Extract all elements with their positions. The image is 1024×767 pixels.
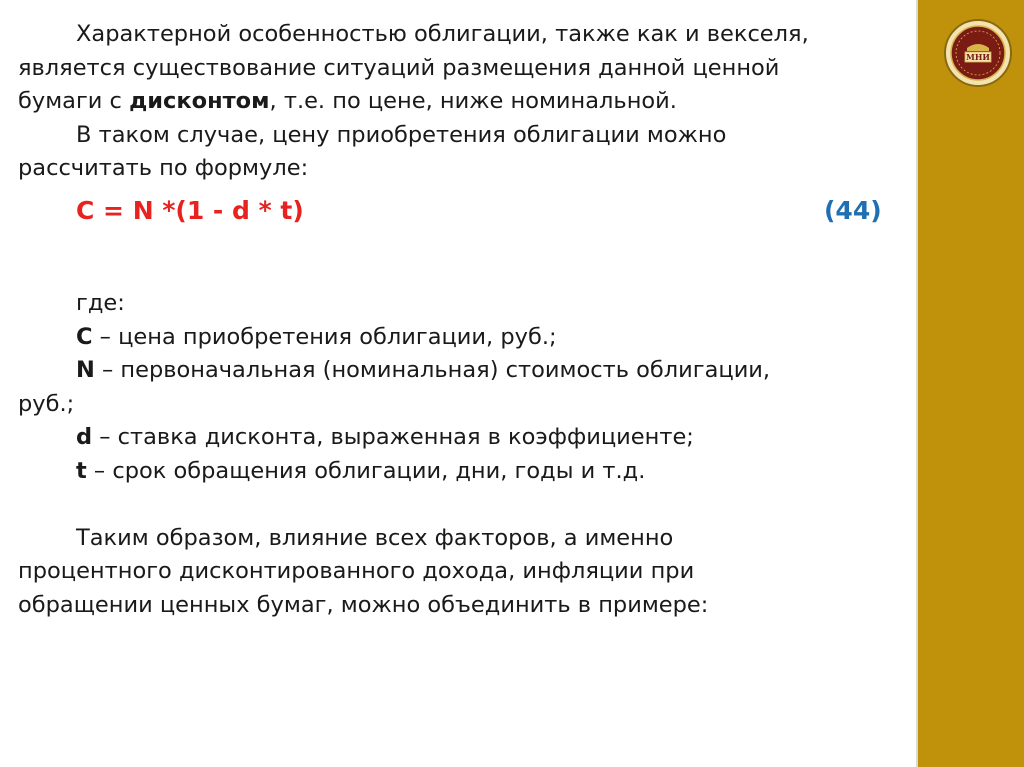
side-bar [916, 0, 1024, 767]
conclusion-line-3: обращении ценных бумаг, можно объединить в примере: [18, 591, 709, 618]
intro-line-2: является существование ситуаций размещения данной ценной [18, 54, 780, 81]
formula: C = N *(1 - d * t) [76, 195, 304, 225]
definition-d: d – ставка дисконта, выраженная в коэффициенте; [76, 424, 694, 450]
university-emblem-icon [943, 18, 1013, 88]
definition-n: N – первоначальная (номинальная) стоимость облигации, [76, 357, 771, 383]
discount-term: дисконтом [129, 88, 270, 114]
definition-t: t – срок обращения облигации, дни, годы и т.д. [76, 457, 646, 484]
intro-line-4: В таком случае, цену приобретения облигации можно [76, 121, 727, 148]
where-label: где: [76, 290, 125, 316]
intro-line-1: Характерной особенностью облигации, также как и векселя, [76, 21, 809, 47]
definition-c: C – цена приобретения облигации, руб.; [76, 323, 557, 350]
conclusion-line-1: Таким образом, влияние всех факторов, а именно [76, 524, 674, 551]
definition-n-continued: руб.; [18, 390, 75, 417]
equation-number: (44) [824, 195, 882, 225]
intro-line-3: бумаги с дисконтом, т.е. по цене, ниже номинальной. [18, 88, 677, 114]
logo-text: МНИ [966, 52, 990, 62]
conclusion-line-2: процентного дисконтированного дохода, инфляции при [18, 558, 695, 584]
intro-line-5: рассчитать по формуле: [18, 155, 309, 181]
formula-row [18, 186, 898, 254]
slide-content [18, 18, 898, 622]
